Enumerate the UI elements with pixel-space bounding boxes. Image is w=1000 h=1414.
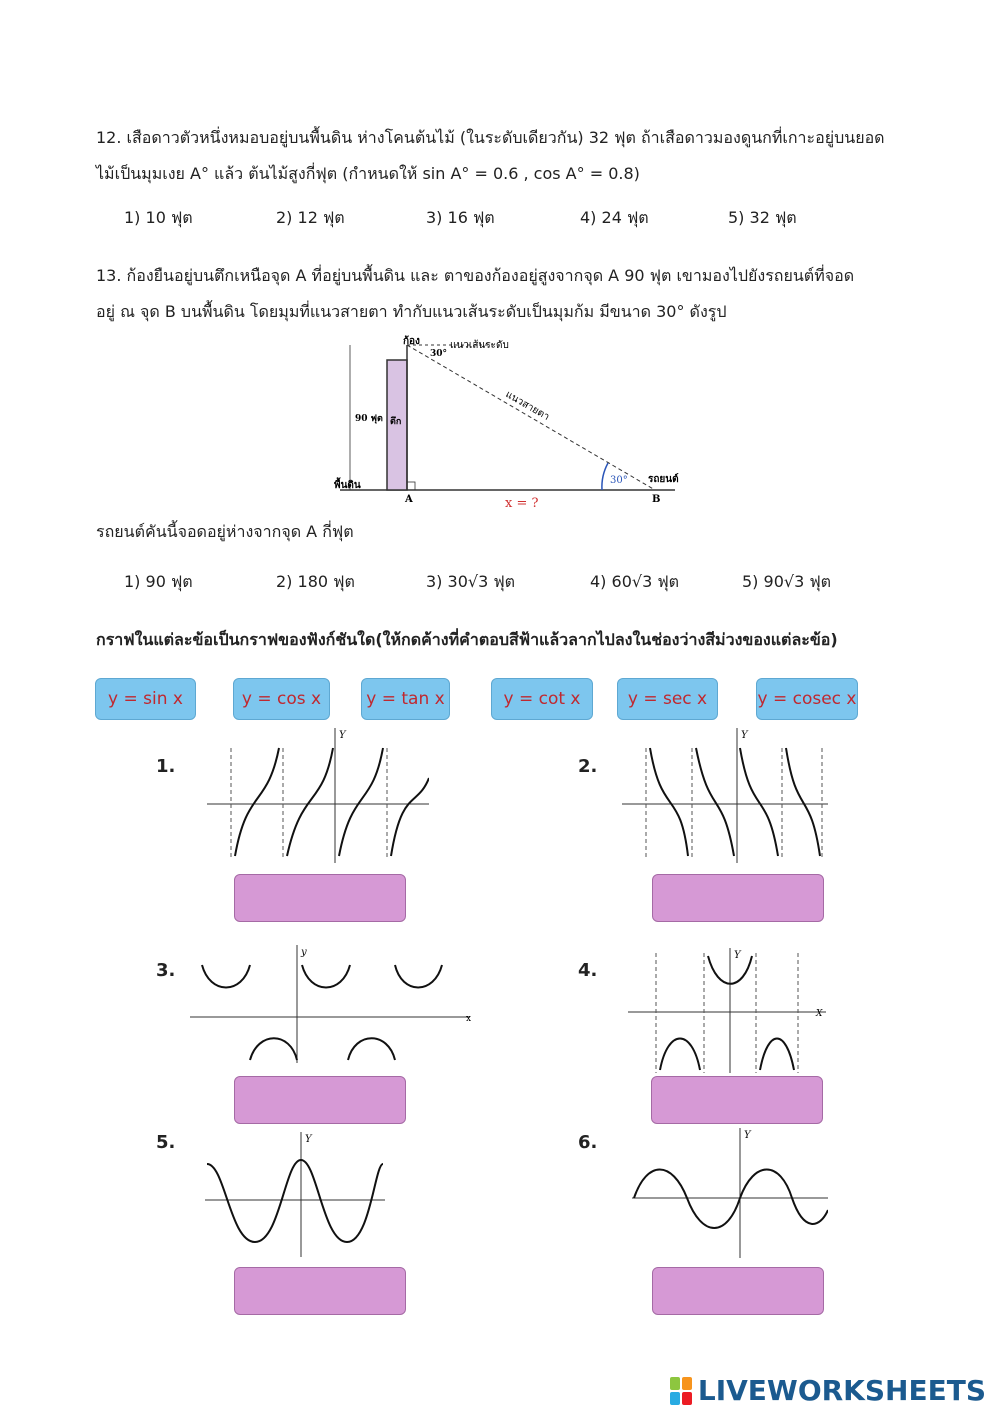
svg-text:X: X	[816, 1009, 823, 1019]
q13-choice-3: 3) 30√3 ฟุต	[426, 572, 516, 591]
label-kong: ก้อง	[403, 336, 420, 347]
graph-number-4: 4.	[578, 960, 598, 981]
graph-number-3: 3.	[156, 960, 176, 981]
svg-text:y: y	[301, 947, 307, 958]
q13-choice-1: 1) 90 ฟุต	[124, 572, 193, 591]
q13-text	[96, 258, 936, 330]
label-angle-bottom: 30°	[610, 475, 628, 486]
label-point-b: B	[652, 494, 661, 505]
q13-choice-5: 5) 90√3 ฟุต	[742, 572, 832, 591]
sight-line	[407, 345, 655, 490]
svg-text:Y: Y	[741, 730, 748, 741]
answer-cot[interactable]: y = cot x	[491, 678, 593, 720]
q13-choice-2: 2) 180 ฟุต	[276, 572, 355, 591]
graph-number-6: 6.	[578, 1132, 598, 1153]
graph-number-5: 5.	[156, 1132, 176, 1153]
graph-number-1: 1.	[156, 756, 176, 777]
graph-1-tan	[207, 728, 429, 863]
label-height: 90 ฟุต	[355, 414, 383, 424]
graph-5-cos	[205, 1132, 385, 1257]
graph-4-sec	[628, 948, 828, 1073]
label-car: รถยนต์	[648, 474, 679, 485]
label-angle-top: 30°	[430, 349, 448, 359]
logo-icon	[670, 1377, 692, 1405]
q13-line2: อยู่ ณ จุด B บนพื้นดิน โดยมุมที่แนวสายตา ทำกับแนวเส้นระดับเป็นมุมก้ม มีขนาด 30° ดังรูป	[96, 302, 727, 321]
answer-sin[interactable]: y = sin x	[95, 678, 196, 720]
q13-line1: 13. ก้องยืนอยู่บนตึกเหนือจุด A ที่อยู่บนพื้นดิน และ ตาของก้องอยู่สูงจากจุด A 90 ฟุต เขามองไปยังรถยนต์ที่จอด	[96, 266, 855, 285]
q12-line2: ไม้เป็นมุมเงย A° แล้ว ต้นไม้สูงกี่ฟุต (กำหนดให้ sin A° = 0.6 , cos A° = 0.8)	[96, 164, 640, 183]
q12-line1: 12. เสือดาวตัวหนึ่งหมอบอยู่บนพื้นดิน ห่างโคนต้นไม้ (ในระดับเดียวกัน) 32 ฟุต ถ้าเสือดาวมองดูนกที่เกาะอยู่บนยอด	[96, 128, 885, 147]
svg-text:Y: Y	[744, 1130, 751, 1141]
logo-text: LIVEWORKSHEETS	[697, 1374, 986, 1407]
q13-figure	[330, 330, 700, 518]
q12-text	[96, 120, 936, 192]
answer-tan[interactable]: y = tan x	[361, 678, 450, 720]
answer-cos[interactable]: y = cos x	[233, 678, 330, 720]
q12-choice-1: 1) 10 ฟุต	[124, 208, 193, 227]
angle-arc	[602, 463, 608, 490]
q12-choice-4: 4) 24 ฟุต	[580, 208, 649, 227]
svg-text:Y: Y	[339, 730, 346, 741]
drop-zone-1[interactable]	[234, 874, 406, 922]
svg-text:x: x	[466, 1014, 472, 1024]
answer-sec[interactable]: y = sec x	[617, 678, 718, 720]
drop-zone-6[interactable]	[652, 1267, 824, 1315]
drop-zone-2[interactable]	[652, 874, 824, 922]
graph-3-cosec	[190, 945, 475, 1063]
graph-2-cot	[622, 728, 828, 863]
q12-choice-3: 3) 16 ฟุต	[426, 208, 495, 227]
label-x: x = ?	[505, 496, 539, 511]
label-horizontal: แนวเส้นระดับ	[450, 340, 509, 351]
label-building: ตึก	[390, 417, 402, 427]
svg-text:Y: Y	[734, 950, 741, 961]
label-point-a: A	[405, 494, 413, 505]
liveworksheets-logo	[670, 1374, 986, 1407]
answer-cosec[interactable]: y = cosec x	[756, 678, 858, 720]
q13-after-text: รถยนต์คันนี้จอดอยู่ห่างจากจุด A กี่ฟุต	[96, 522, 354, 541]
graph-number-2: 2.	[578, 756, 598, 777]
section-title: กราฟในแต่ละข้อเป็นกราฟของฟังก์ชันใด(ให้กดค้างที่คำตอบสีฟ้าแล้วลากไปลงในช่องว่างสีม่วงของแต่ละข้อ)	[96, 630, 838, 649]
graph-6-sin	[632, 1128, 828, 1258]
right-angle-mark	[407, 482, 415, 490]
q12-choice-2: 2) 12 ฟุต	[276, 208, 345, 227]
label-sightline: แนวสายตา	[503, 389, 552, 423]
label-ground: พื้นดิน	[334, 480, 361, 491]
q12-choice-5: 5) 32 ฟุต	[728, 208, 797, 227]
drop-zone-4[interactable]	[651, 1076, 823, 1124]
drop-zone-5[interactable]	[234, 1267, 406, 1315]
drop-zone-3[interactable]	[234, 1076, 406, 1124]
q13-choice-4: 4) 60√3 ฟุต	[590, 572, 680, 591]
svg-text:Y: Y	[305, 1134, 312, 1145]
